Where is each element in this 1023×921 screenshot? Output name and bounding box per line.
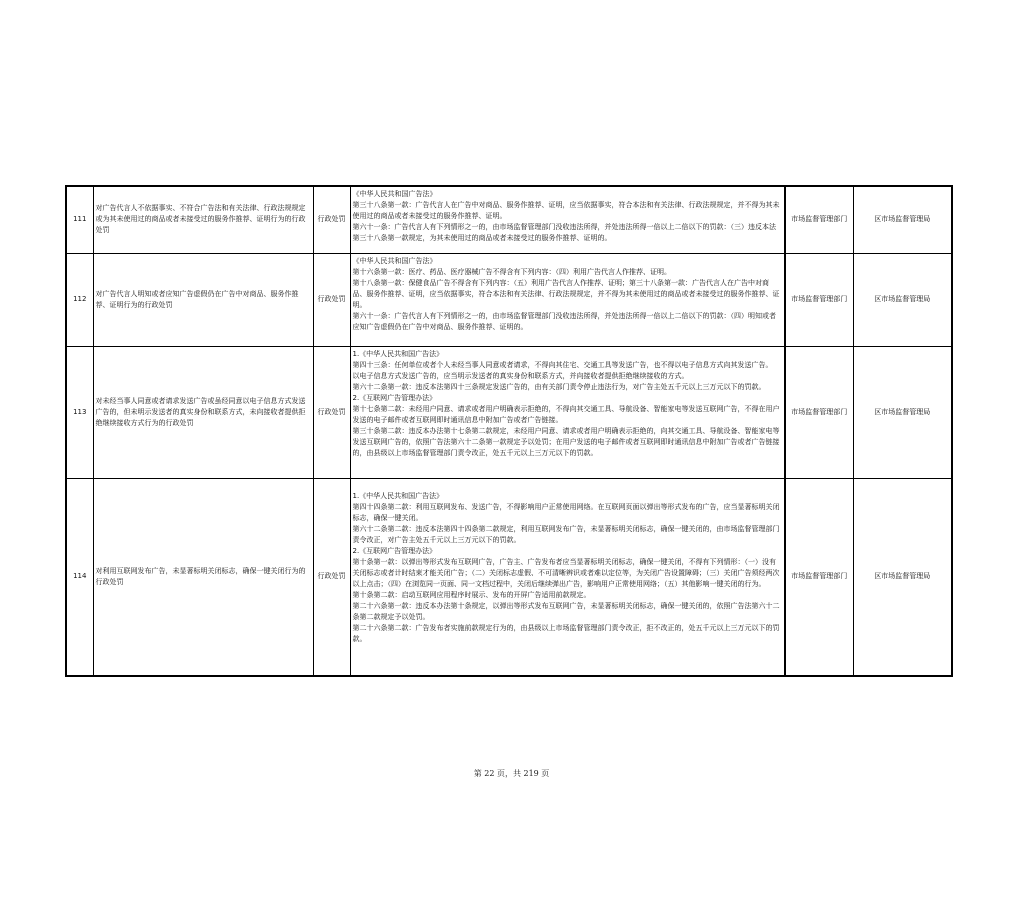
basis-line: 第四十三条：任何单位或者个人未经当事人同意或者请求，不得向其住宅、交通工具等发送广告，也不得以电子信息方式向其发送广告。 bbox=[352, 360, 773, 369]
power-type: 行政处罚 bbox=[313, 186, 350, 253]
basis-line: 第十条第一款：以弹出等形式发布互联网广告，广告主、广告发布者应当显著标明关闭标志，确保一键关闭，不得有下列情形：（一）没有关闭标志或者计时结束才能关闭广告；（二）关闭标志虚假、不可清晰辨识或者难以定位等，为关闭广告设置障碍；（三）关闭广告须经两次以上点击；（四）在浏览同一页面、同一文档过程中，关闭后继续弹出广告，影响用户正常使用网络；（五）其他影响一键关闭的行为。 bbox=[352, 557, 780, 588]
power-type: 行政处罚 bbox=[313, 253, 350, 346]
responsible-department: 市场监督管理部门 bbox=[785, 478, 853, 676]
basis-line: 第六十二条第一款：违反本法第四十三条规定发送广告的，由有关部门责令停止违法行为，对广告主处五千元以上三万元以下的罚款。 bbox=[352, 382, 766, 391]
basis-line: 第十七条第二款：未经用户同意、请求或者用户明确表示拒绝的，不得向其交通工具、导航设备、智能家电等发送互联网广告，不得在用户发送的电子邮件或者互联网即时通讯信息中附加广告或者广告链接。 bbox=[352, 404, 780, 424]
row-number: 112 bbox=[66, 253, 93, 346]
responsible-department: 市场监督管理部门 bbox=[785, 253, 853, 346]
responsible-department: 市场监督管理部门 bbox=[785, 346, 853, 478]
legal-basis bbox=[350, 186, 785, 253]
implementing-level: 区市场监督管理局 bbox=[853, 346, 952, 478]
basis-line: 第十条第二款：启动互联网应用程序时展示、发布的开屏广告适用前款规定。 bbox=[352, 590, 591, 599]
item-name: 对未经当事人同意或者请求发送广告或虽经同意以电子信息方式发送广告的，但未明示发送者的真实身份和联系方式，未向接收者提供拒绝继续接收方式行为的行政处罚 bbox=[93, 346, 313, 478]
basis-line: 第六十二条第二款：违反本法第四十四条第二款规定，利用互联网发布广告，未显著标明关闭标志，确保一键关闭的，由市场监督管理部门责令改正，对广告主处五千元以上三万元以下的罚款。 bbox=[352, 524, 780, 544]
basis-line: 第三十八条第一款：广告代言人在广告中对商品、服务作推荐、证明，应当依据事实，符合本法和有关法律、行政法规规定，并不得为其未使用过的商品或者未接受过的服务作推荐、证明。 bbox=[352, 201, 780, 220]
basis-line: 2.《互联网广告管理办法》 bbox=[352, 393, 437, 402]
basis-line: 第十六条第一款：医疗、药品、医疗器械广告不得含有下列内容：（四）利用广告代言人作推荐、证明。 bbox=[352, 267, 671, 276]
basis-line: 2.《互联网广告管理办法》 bbox=[352, 546, 437, 555]
basis-line: 第二十六条第二款：广告发布者实施前款规定行为的，由县级以上市场监督管理部门责令改正，拒不改正的，处五千元以上三万元以下的罚款。 bbox=[352, 623, 780, 643]
table-row bbox=[66, 186, 952, 253]
power-type: 行政处罚 bbox=[313, 478, 350, 676]
table-row bbox=[66, 346, 952, 478]
responsible-department: 市场监督管理部门 bbox=[785, 186, 853, 253]
basis-line: 第十八条第一款：保健食品广告不得含有下列内容：（五）利用广告代言人作推荐、证明；第三十八条第一款：广告代言人在广告中对商品、服务作推荐、证明，应当依据事实，符合本法和有关法律、行政法规规定，并不得为其未使用过的商品或者未接受过的服务作推荐、证明。 bbox=[352, 278, 780, 309]
implementing-level: 区市场监督管理局 bbox=[853, 478, 952, 676]
table-row bbox=[66, 478, 952, 676]
page-number: 第 22 页，共 219 页 bbox=[473, 769, 550, 778]
item-name: 对利用互联网发布广告，未显著标明关闭标志，确保一键关闭行为的行政处罚 bbox=[93, 478, 313, 676]
legal-basis bbox=[350, 346, 785, 478]
implementing-level: 区市场监督管理局 bbox=[853, 186, 952, 253]
table-row bbox=[66, 253, 952, 346]
row-number: 113 bbox=[66, 346, 93, 478]
item-name: 对广告代言人明知或者应知广告虚假仍在广告中对商品、服务作推荐、证明行为的行政处罚 bbox=[93, 253, 313, 346]
legal-basis bbox=[350, 478, 785, 676]
basis-line: 第四十四条第二款：利用互联网发布、发送广告，不得影响用户正常使用网络。在互联网页面以弹出等形式发布的广告，应当显著标明关闭标志，确保一键关闭。 bbox=[352, 502, 780, 522]
basis-line: 1.《中华人民共和国广告法》 bbox=[352, 349, 444, 358]
power-type: 行政处罚 bbox=[313, 346, 350, 478]
basis-line: 第三十条第二款：违反本办法第十七条第二款规定，未经用户同意、请求或者用户明确表示拒绝的，向其交通工具、导航设备、智能家电等发送互联网广告的，依照广告法第六十二条第一款规定予以处罚；在用户发送的电子邮件或者互联网即时通讯信息中附加广告或者广告链接的，由县级以上市场监督管理部门责令改正，处五千元以上三万元以下的罚款。 bbox=[352, 426, 780, 457]
basis-line: 《中华人民共和国广告法》 bbox=[352, 190, 437, 198]
row-number: 114 bbox=[66, 478, 93, 676]
basis-line: 第六十一条：广告代言人有下列情形之一的，由市场监督管理部门没收违法所得，并处违法所得一倍以上二倍以下的罚款：（三）违反本法第三十八条第一款规定，为其未使用过的商品或者未接受过的服务作推荐、证明的。 bbox=[352, 223, 776, 242]
legal-basis bbox=[350, 253, 785, 346]
basis-line: 第二十六条第一款：违反本办法第十条规定，以弹出等形式发布互联网广告，未显著标明关闭标志，确保一键关闭的，依照广告法第六十二条第二款规定予以处罚。 bbox=[352, 601, 780, 621]
basis-line: 1.《中华人民共和国广告法》 bbox=[352, 491, 444, 500]
basis-line: 《中华人民共和国广告法》 bbox=[352, 256, 437, 265]
power-list-table bbox=[65, 185, 953, 677]
basis-line: 第六十一条：广告代言人有下列情形之一的，由市场监督管理部门没收违法所得，并处违法所得一倍以上二倍以下的罚款：（四）明知或者应知广告虚假仍在广告中对商品、服务作推荐、证明的。 bbox=[352, 311, 776, 331]
basis-line: 以电子信息方式发送广告的，应当明示发送者的真实身份和联系方式，并向接收者提供拒绝继续接收的方式。 bbox=[352, 371, 689, 380]
implementing-level: 区市场监督管理局 bbox=[853, 253, 952, 346]
item-name: 对广告代言人不依据事实、不符合广告法和有关法律、行政法规规定或为其未使用过的商品或者未接受过的服务作推荐、证明行为的行政处罚 bbox=[93, 186, 313, 253]
row-number: 111 bbox=[66, 186, 93, 253]
